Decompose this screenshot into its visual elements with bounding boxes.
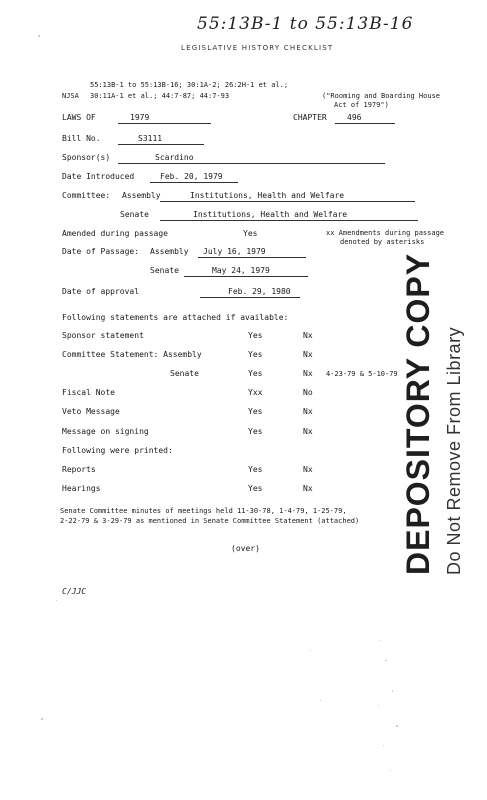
approval-value: Feb. 29, 1980	[228, 287, 291, 296]
row-label: Fiscal Note	[62, 388, 115, 397]
amended-label: Amended during passage	[62, 229, 168, 238]
row-yes: Yes	[248, 350, 263, 359]
depository-copy-stamp: DEPOSITORY COPY	[400, 252, 436, 575]
amendments-note-line2: denoted by asterisks	[340, 238, 425, 246]
row-no: Nx	[303, 427, 313, 436]
row-no: Nx	[303, 407, 313, 416]
committee-label: Committee:	[62, 191, 111, 200]
row-yes: Yes	[248, 465, 263, 474]
amended-value: Yes	[243, 229, 258, 238]
passage-senate-value: May 24, 1979	[212, 266, 270, 275]
committee-senate-label: Senate	[120, 210, 149, 219]
laws-value: 1979	[130, 113, 150, 122]
row-label: Hearings	[62, 484, 101, 493]
committee-senate-value: Institutions, Health and Welfare	[193, 210, 348, 219]
amendments-note-line1: xx Amendments during passage	[326, 229, 445, 237]
date-introduced-value: Feb. 20, 1979	[160, 172, 223, 181]
sponsor-label: Sponsor(s)	[62, 153, 111, 162]
statements-heading: Following statements are attached if available:	[62, 313, 289, 322]
bill-label: Bill No.	[62, 134, 101, 143]
do-not-remove-stamp: Do Not Remove From Library	[444, 326, 464, 575]
passage-label: Date of Passage:	[62, 247, 140, 256]
njsa-citation-line1: 55:13B-1 to 55:13B-16; 30:1A-2; 26:2H-1 et al.;	[90, 81, 289, 89]
chapter-value: 496	[347, 113, 362, 122]
njsa-label: NJSA	[62, 92, 79, 100]
row-no: Nx	[303, 465, 313, 474]
row-label: Sponsor statement	[62, 331, 144, 340]
row-no: No	[303, 388, 313, 397]
initials: C/JJC	[62, 587, 87, 596]
chapter-label: CHAPTER	[293, 113, 327, 122]
row-yes: Yes	[248, 427, 263, 436]
document-title: LEGISLATIVE HISTORY CHECKLIST	[181, 44, 334, 52]
sponsor-value: Scardino	[155, 153, 194, 162]
act-name-line1: ("Rooming and Boarding House	[322, 92, 441, 100]
row-label: Senate	[170, 369, 199, 378]
bill-value: S3111	[138, 134, 163, 143]
row-label: Veto Message	[62, 407, 120, 416]
act-name-line2: Act of 1979")	[334, 101, 389, 109]
row-yes: Yes	[248, 331, 263, 340]
laws-label: LAWS OF	[62, 113, 96, 122]
remarks-line1: Senate Committee minutes of meetings held 11-30-78, 1-4-79, 1-25-79,	[60, 507, 347, 515]
row-label: Committee Statement: Assembly	[62, 350, 202, 359]
committee-assembly-value: Institutions, Health and Welfare	[190, 191, 345, 200]
handwritten-range: 55:13B-1 to 55:13B-16	[197, 14, 414, 34]
printed-heading: Following were printed:	[62, 446, 173, 455]
row-yes: Yes	[248, 484, 263, 493]
row-yes: Yes	[248, 369, 263, 378]
date-introduced-label: Date Introduced	[62, 172, 135, 181]
row-no: Nx	[303, 369, 313, 378]
row-yes: Yes	[248, 407, 263, 416]
row-yes: Yxx	[248, 388, 263, 397]
row-label: Reports	[62, 465, 96, 474]
row-label: Message on signing	[62, 427, 149, 436]
passage-senate-label: Senate	[150, 266, 179, 275]
committee-assembly-label: Assembly	[122, 191, 161, 200]
row-note: 4-23-79 & 5-10-79	[326, 370, 398, 378]
row-no: Nx	[303, 350, 313, 359]
passage-assembly-value: July 16, 1979	[203, 247, 266, 256]
row-no: Nx	[303, 484, 313, 493]
approval-label: Date of approval	[62, 287, 140, 296]
remarks-line2: 2-22-79 & 3-29-79 as mentioned in Senate Committee Statement (attached)	[60, 517, 360, 525]
passage-assembly-label: Assembly	[150, 247, 189, 256]
njsa-citation-line2: 30:11A-1 et al.; 44:7-87; 44:7-93	[90, 92, 230, 100]
row-no: Nx	[303, 331, 313, 340]
over-note: (over)	[231, 544, 260, 553]
